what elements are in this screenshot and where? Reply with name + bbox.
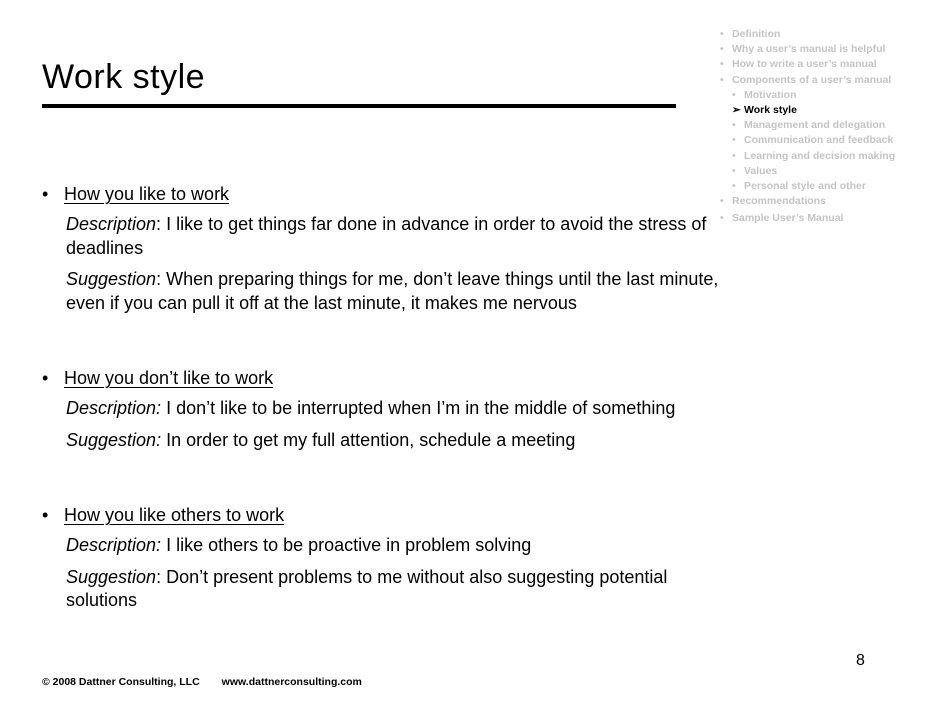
bullet-icon: • [720,195,724,208]
nav-item-sample-manual[interactable] [718,211,938,226]
bullet-icon: • [42,184,49,204]
bullet-icon: • [732,164,736,177]
nav-item-label: Personal style and other [744,180,866,193]
bullet-icon: • [732,134,736,147]
nav-item-label: Components of a user’s manual [732,73,892,86]
nav-item-why-helpful[interactable] [718,42,938,57]
bullet-icon: • [720,58,724,71]
nav-item-motivation[interactable] [718,88,938,103]
bullet-icon: • [720,43,724,56]
nav-item-label: Learning and decision making [744,149,896,162]
nav-item-label: Motivation [744,88,797,101]
nav-item-components[interactable] [718,73,938,88]
suggestion-text: Suggestion: When preparing things for me, don’t leave things until the last minute, even if you can pull it off at the last minute, it makes me nervous [66,269,719,313]
bullet-icon: • [42,505,49,525]
nav-item-label: Work style [744,104,797,117]
page-title: Work style [42,58,206,96]
bullet-icon: • [720,211,724,224]
description-label: Description: [66,398,162,418]
footer-url: www.dattnerconsulting.com [221,676,362,688]
nav-item-label: Management and delegation [744,119,886,132]
bullet-icon: • [732,88,736,101]
bullet-icon: • [732,149,736,162]
arrow-bullet-icon: ➢ [732,104,741,117]
nav-item-how-to-write[interactable] [718,57,938,72]
description-text: Description: I like others to be proactive in problem solving [66,535,532,555]
nav-item-label: Sample User’s Manual [732,211,844,224]
bullet-icon: • [732,119,736,132]
nav-item-personal-style[interactable] [718,179,938,194]
section-heading: • How you like to work [42,184,230,204]
bullet-icon: • [732,180,736,193]
section-dont-like-to-work [42,367,722,452]
description-text: Description: I like to get things far done in advance in order to avoid the stress of deadlines [66,214,707,258]
nav-item-work-style[interactable] [718,103,938,118]
nav-item-communication[interactable] [718,133,938,148]
footer [42,676,362,688]
description-label: Description: [66,535,162,555]
nav-item-label: How to write a user’s manual [732,58,877,71]
page-number: 8 [856,652,865,669]
section-heading: • How you like others to work [42,505,285,525]
bullet-icon: • [42,368,49,388]
nav-item-learning[interactable] [718,149,938,164]
nav-item-management[interactable] [718,118,938,133]
nav-item-definition[interactable] [718,27,938,42]
section-others-to-work [42,504,722,613]
section-like-to-work [42,183,722,315]
description-text: Description: I don’t like to be interrupted when I’m in the middle of something [66,398,676,418]
nav-item-recommendations[interactable] [718,194,938,209]
suggestion-text: Suggestion: In order to get my full attention, schedule a meeting [66,429,576,450]
section-heading: • How you don’t like to work [42,368,274,388]
suggestion-label: Suggestion: [66,429,162,450]
nav-item-label: Values [744,164,778,177]
title-underline [42,104,676,108]
suggestion-text: Suggestion: Don’t present problems to me without also suggesting potential solutions [66,566,668,610]
nav-item-values[interactable] [718,164,938,179]
nav-item-label: Recommendations [732,195,826,208]
bullet-icon: • [720,73,724,86]
footer-copyright: © 2008 Dattner Consulting, LLC [42,676,200,688]
description-label: Description [66,214,157,234]
nav-item-label: Why a user’s manual is helpful [732,43,886,56]
bullet-icon: • [720,28,724,40]
suggestion-label: Suggestion [66,269,157,289]
nav-item-label: Communication and feedback [744,134,894,147]
nav-item-label: Definition [732,28,781,40]
suggestion-label: Suggestion [66,566,157,587]
outline-nav [718,27,938,226]
